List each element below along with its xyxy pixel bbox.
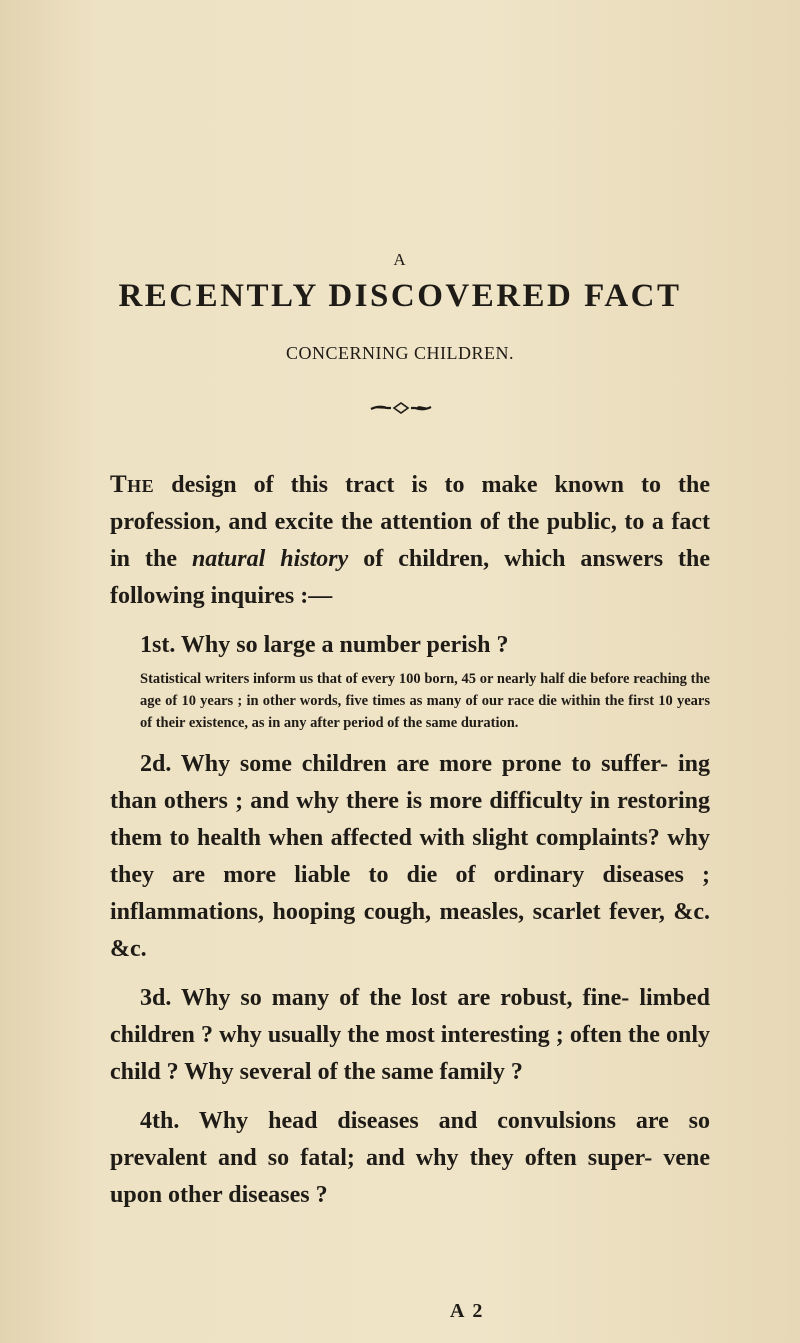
question-4: 4th. Why head diseases and convulsions are so prevalent and so fatal; and why they often super- vene upon other diseases ? <box>110 1108 710 1208</box>
intro-text-part-2: of children, which answers the following inquires :— <box>110 546 710 609</box>
question-3: 3d. Why so many of the lost are robust, fine- limbed children ? why usually the most interesting ; often the only child ? Why several of the same family ? <box>110 985 710 1085</box>
question-1: 1st. Why so large a number perish ? <box>140 632 509 658</box>
question-1-note: Statistical writers inform us that of every 100 born, 45 or nearly half die before reaching the age of 10 years ; in other words, five times as many of our race die within the first 10 years of their existence, as in any after period of the same duration. <box>140 671 710 731</box>
intro-paragraph <box>110 466 710 615</box>
intro-text-part-1: design of this tract is to make known to the profession, and excite the attention of the public, to a fact in the <box>110 472 710 572</box>
page-signature-mark: A 2 <box>450 1300 485 1322</box>
ornamental-rule-icon <box>369 400 433 416</box>
question-2: 2d. Why some children are more prone to suffer- ing than others ; and why there is more difficulty in restoring them to health when affected with slight complaints? why they are more liable to die of ordinary diseases ; inflammations, hooping cough, measles, scarlet fever, &c. &c. <box>110 751 710 962</box>
page-subtitle: CONCERNING CHILDREN. <box>286 343 514 363</box>
intro-lead-word: The <box>110 471 155 498</box>
title-article: A <box>393 250 407 269</box>
page-title: RECENTLY DISCOVERED FACT <box>118 278 682 314</box>
intro-italic-phrase: natural history <box>191 546 349 572</box>
tract-body <box>110 466 710 1214</box>
